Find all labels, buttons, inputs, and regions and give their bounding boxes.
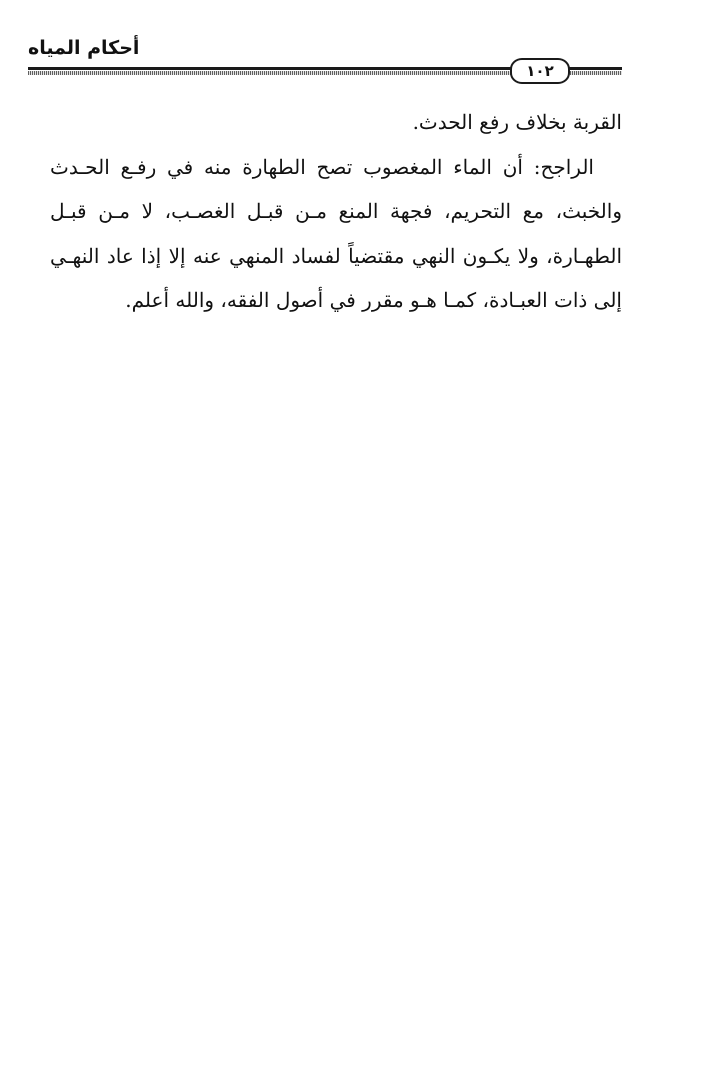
running-header-title: أحكام المياه: [28, 37, 140, 59]
page-body: [50, 100, 622, 323]
page-number: ١٠٢: [510, 58, 570, 84]
paragraph-continuation: القربة بخلاف رفع الحدث.: [412, 110, 622, 134]
paragraph-ruling: الراجح: أن الماء المغصوب تصح الطهارة منه في رفـع الحـدث والخبث، مع التحريم، فجهة المنع مـن قبـل الغصـب، لا مـن قبـل الطهـارة، ولا يكـون النهي مقتضياً لفساد المنهي عنه إلا إذا عاد النهـي إلى ذات العبـادة، كمـا هـو مقرر في أصول الفقه، والله أعلم.: [50, 154, 622, 312]
